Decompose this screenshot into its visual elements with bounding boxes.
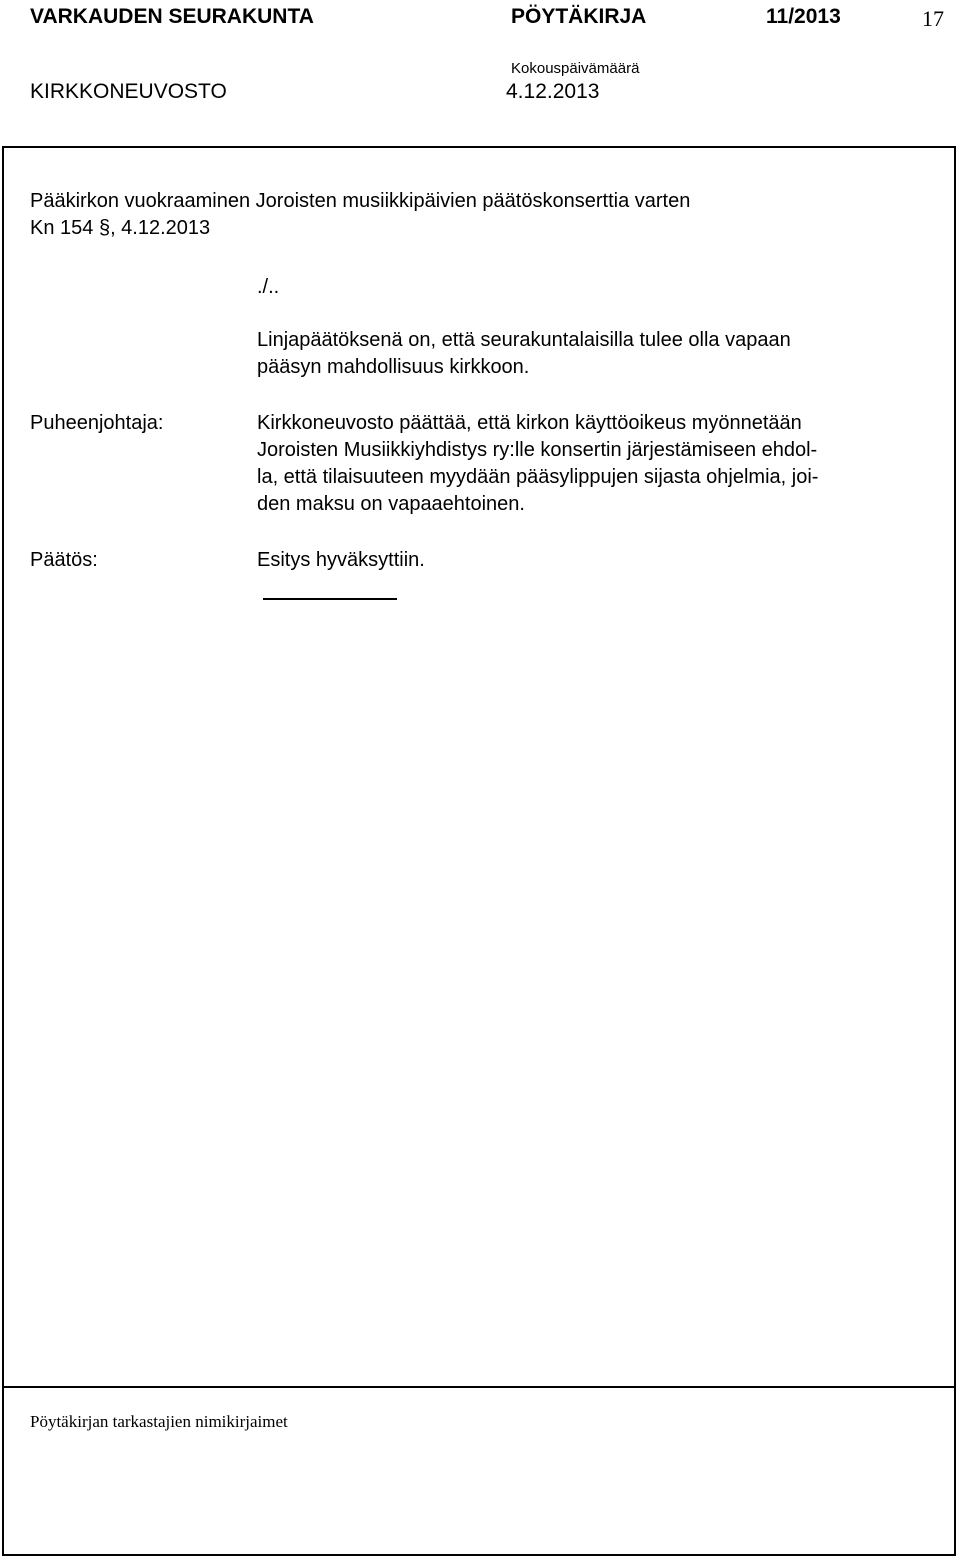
proposal-line: la, että tilaisuuteen myydään pääsylippujen sijasta ohjelmia, joi-: [257, 466, 819, 488]
organization-name: VARKAUDEN SEURAKUNTA: [30, 5, 314, 28]
continuation-mark: ./..: [257, 276, 280, 298]
meeting-date: 4.12.2013: [506, 80, 600, 103]
policy-paragraph: [257, 327, 937, 381]
meeting-date-label: Kokouspäivämäärä: [511, 60, 640, 77]
section-title: Pääkirkon vuokraaminen Joroisten musiikkipäivien päätöskonserttia varten: [30, 190, 691, 212]
proposal-line: den maksu on vapaaehtoinen.: [257, 493, 525, 515]
page-number: 17: [922, 6, 944, 31]
signatures-label: Pöytäkirjan tarkastajien nimikirjaimet: [30, 1412, 288, 1431]
end-of-section-rule: [263, 598, 397, 600]
policy-line: Linjapäätöksenä on, että seurakuntalaisilla tulee olla vapaan: [257, 329, 791, 351]
chair-proposal: [257, 410, 937, 518]
document-type: PÖYTÄKIRJA: [511, 5, 647, 28]
decision-label: Päätös:: [30, 549, 98, 571]
section-reference: Kn 154 §, 4.12.2013: [30, 217, 211, 239]
body-name: KIRKKONEUVOSTO: [30, 80, 227, 103]
decision-text: Esitys hyväksyttiin.: [257, 549, 425, 571]
policy-line: pääsyn mahdollisuus kirkkoon.: [257, 356, 530, 378]
signature-divider: [2, 1386, 956, 1388]
proposal-line: Joroisten Musiikkiyhdistys ry:lle konsertin järjestämiseen ehdol-: [257, 439, 818, 461]
chair-label: Puheenjohtaja:: [30, 412, 164, 434]
document-number: 11/2013: [766, 5, 841, 28]
proposal-line: Kirkkoneuvosto päättää, että kirkon käyttöoikeus myönnetään: [257, 412, 802, 434]
